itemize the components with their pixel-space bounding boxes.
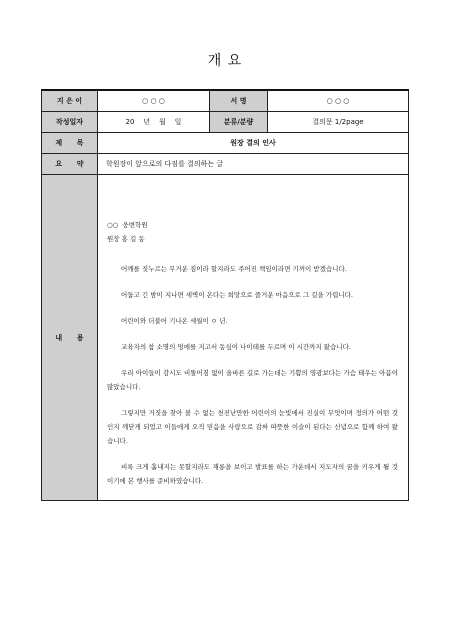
academy-name: ○○ 웅변학원	[107, 221, 148, 229]
director-name: 원장 홍 길 동	[107, 235, 145, 243]
author-label: 지 은 이	[42, 90, 98, 112]
subject-value: 원장 결의 인사	[98, 133, 409, 154]
body-row	[42, 175, 409, 501]
subject-label: 제 목	[42, 133, 98, 154]
author-value: ○ ○ ○	[98, 90, 210, 112]
date-value: 20 년 월 일	[98, 112, 210, 133]
content-cell	[98, 175, 409, 501]
signature-label: 서 명	[210, 90, 268, 112]
summary-row	[42, 154, 409, 175]
date-label: 작성일자	[42, 112, 98, 133]
date-row	[42, 112, 409, 133]
content-label: 내 용	[42, 175, 98, 501]
paragraph: 그렇지만 거짓을 찾아 볼 수 없는 천진난만한 어린이의 눈빛에서 진실이 무엇이며 정의가 어떤 것인지 깨닫게 되었고 이들에게 오직 믿음을 사랑으로 감싸 따뜻한 이슬이 된다는 신념으로 함께 하여 왔습니다.	[107, 409, 398, 445]
summary-label: 요 약	[42, 154, 98, 175]
paragraph: 어둡고 긴 밤이 지나면 새벽이 온다는 희망으로 즐거운 마음으로 그 길을 가렵니다.	[121, 291, 354, 299]
summary-value: 학원장이 앞으로의 다짐를 결의하는 글	[98, 154, 409, 175]
paragraph: 어린이와 더불어 기나온 세월이 ㅇ 년.	[121, 317, 228, 325]
paragraph: 교육자의 참 소명의 멍에를 지고서 동심이 나이테를 두르며 이 시간까지 왔습니다.	[121, 343, 351, 351]
signature-value: ○ ○ ○	[268, 90, 409, 112]
document-title: 개 요	[207, 53, 243, 69]
paragraph: 비록 크게 훌내지는 못할지라도 재롱을 보이고 발표를 하는 가운데서 지도자의 꿈을 키우게 될 것이기에 본 행사를 준비하였습니다.	[107, 463, 398, 485]
subject-row	[42, 133, 409, 154]
paragraph: 어깨를 짓누르는 무거운 짐이라 할지라도 주어진 책임이라면 기꺼이 받겠습니다.	[121, 265, 347, 273]
author-row	[42, 90, 409, 112]
paragraph: 우리 아이들이 감시도 비뚤어짐 없이 올바른 길로 가는데는 기쁨의 영광보다는 가슴 태우는 아픔이 많았습니다.	[107, 369, 398, 391]
overview-form	[41, 89, 409, 501]
content-text	[98, 175, 408, 488]
category-label: 분류/분량	[210, 112, 268, 133]
category-value: 결의문 1/2page	[268, 112, 409, 133]
